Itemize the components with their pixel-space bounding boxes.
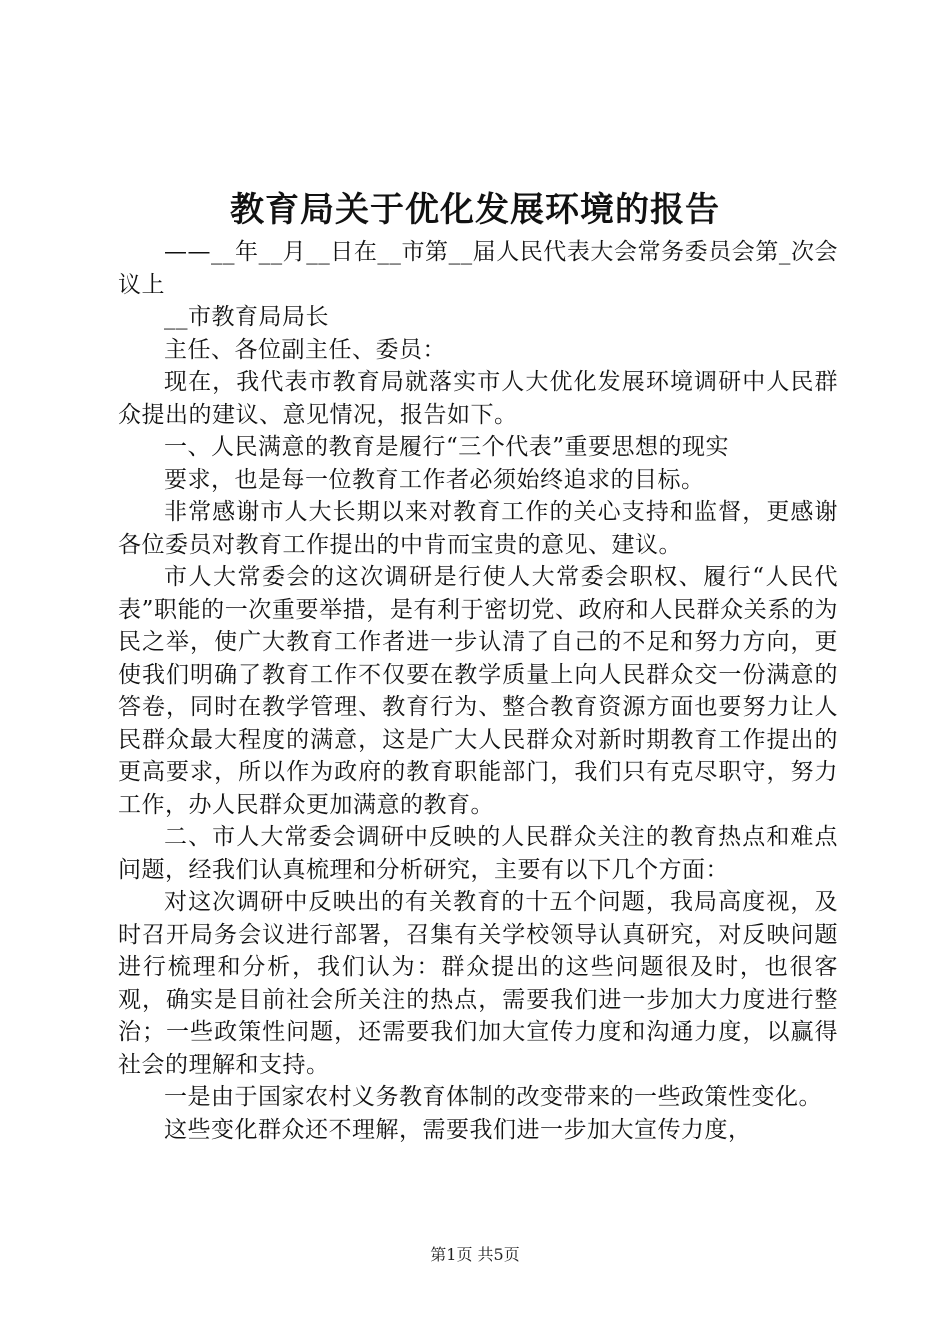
body-paragraph: 一是由于国家农村义务教育体制的改变带来的一些政策性变化。 [164, 1084, 822, 1110]
speaker-line: __市教育局局长 [164, 304, 329, 330]
document-title: 教育局关于优化发展环境的报告 [230, 190, 720, 230]
session-line: ——__年__月__日在__市第__届人民代表大会常务委员会第_次会议上 [118, 239, 838, 298]
body-paragraph: 现在，我代表市教育局就落实市人大优化发展环境调研中人民群众提出的建议、意见情况，报告如下。 [118, 369, 838, 428]
section-heading-1-continued: 要求，也是每一位教育工作者必须始终追求的目标。 [164, 466, 705, 493]
page-number-footer: 第1页 共5页 [430, 1245, 520, 1264]
salutation: 主任、各位副主任、委员： [164, 336, 446, 363]
section-heading-2: 二、市人大常委会调研中反映的人民群众关注的教育热点和难点问题，经我们认真梳理和分析研究，主要有以下几个方面： [118, 824, 838, 883]
document-body [118, 236, 838, 1146]
section-heading-1: 一、人民满意的教育是履行“三个代表”重要思想的现实 [164, 434, 730, 460]
body-paragraph: 对这次调研中反映出的有关教育的十五个问题，我局高度视，及时召开局务会议进行部署，召集有关学校领导认真研究，对反映问题进行梳理和分析，我们认为：群众提出的这些问题很及时，也很客观，确实是目前社会所关注的热点，需要我们进一步加大力度进行整治；一些政策性问题，还需要我们加大宣传力度和沟通力度，以赢得社会的理解和支持。 [118, 889, 838, 1078]
body-paragraph: 非常感谢市人大长期以来对教育工作的关心支持和监督，更感谢各位委员对教育工作提出的中肯而宝贵的意见、建议。 [118, 499, 838, 558]
body-paragraph: 这些变化群众还不理解，需要我们进一步加大宣传力度， [164, 1116, 752, 1143]
body-paragraph: 市人大常委会的这次调研是行使人大常委会职权、履行“人民代表”职能的一次重要举措，是有利于密切党、政府和人民群众关系的为民之举，使广大教育工作者进一步认清了自己的不足和努力方向，更使我们明确了教育工作不仅要在教学质量上向人民群众交一份满意的答卷，同时在教学管理、教育行为、整合教育资源方面也要努力让人民群众最大程度的满意，这是广大人民群众对新时期教育工作提出的更高要求，所以作为政府的教育职能部门，我们只有克尽职守，努力工作，办人民群众更加满意的教育。 [118, 564, 838, 818]
